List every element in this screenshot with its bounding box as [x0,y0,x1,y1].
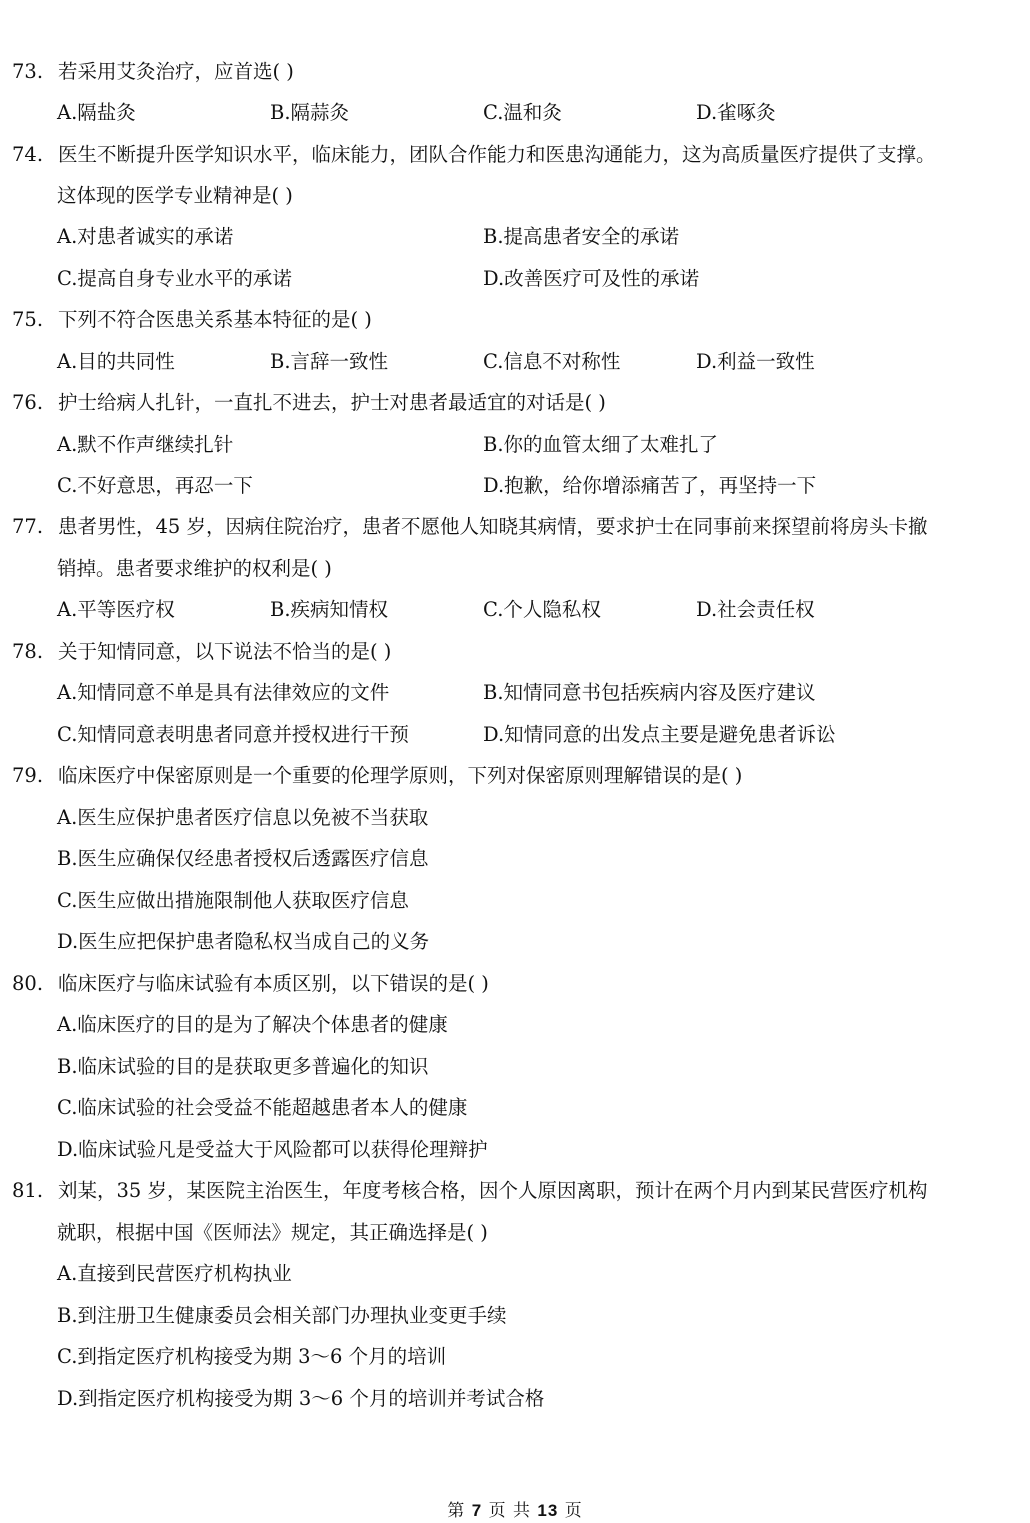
option-b: B.临床试验的目的是获取更多普遍化的知识 [57,1055,429,1078]
option-d: D.知情同意的出发点主要是避免患者诉讼 [483,723,836,746]
option-c: C.到指定医疗机构接受为期 3～6 个月的培训 [57,1345,447,1368]
option-d: D.抱歉，给你增添痛苦了，再坚持一下 [483,474,817,497]
option-c: C.个人隐私权 [483,598,601,621]
option-b: B.疾病知情权 [270,598,389,621]
option-c: C.不好意思，再忍一下 [57,474,253,497]
option-b: B.知情同意书包括疾病内容及医疗建议 [483,681,816,704]
option-d: D.利益一致性 [696,350,815,373]
question-number: 76. [12,391,44,414]
option-a: A.知情同意不单是具有法律效应的文件 [57,681,390,704]
option-a: A.医生应保护患者医疗信息以免被不当获取 [57,806,429,829]
page-number: 7 [471,1501,483,1520]
page-footer [0,1500,1030,1522]
option-a: A.直接到民营医疗机构执业 [57,1262,292,1285]
question-text-continued: 销掉。患者要求维护的权利是( ) [57,557,332,580]
footer-prefix: 第 [447,1501,466,1521]
option-c: C.医生应做出措施限制他人获取医疗信息 [57,889,409,912]
option-a: A.隔盐灸 [57,101,136,124]
question-78 [12,640,391,664]
question-text: 下列不符合医患关系基本特征的是( ) [58,308,372,331]
question-text: 护士给病人扎针，一直扎不进去，护士对患者最适宜的对话是( ) [58,391,606,414]
question-text: 患者男性，45 岁，因病住院治疗，患者不愿他人知晓其病情，要求护士在同事前来探望前将房头卡撤 [58,515,928,538]
question-text: 若采用艾灸治疗，应首选( ) [58,60,294,83]
question-81 [12,1179,928,1203]
option-d: D.社会责任权 [696,598,815,621]
footer-suffix: 页 [564,1501,583,1521]
question-number: 81. [12,1179,44,1202]
option-b: B.隔蒜灸 [270,101,350,124]
question-text-continued: 就职，根据中国《医师法》规定，其正确选择是( ) [57,1221,488,1244]
question-text: 医生不断提升医学知识水平，临床能力，团队合作能力和医患沟通能力，这为高质量医疗提供了支撑。 [58,143,936,166]
option-a: A.默不作声继续扎针 [57,433,234,456]
option-b: B.医生应确保仅经患者授权后透露医疗信息 [57,847,429,870]
question-number: 80. [12,972,44,995]
option-b: B.言辞一致性 [270,350,389,373]
question-number: 78. [12,640,44,663]
option-a: A.对患者诚实的承诺 [57,225,234,248]
option-c: C.知情同意表明患者同意并授权进行干预 [57,723,409,746]
option-a: A.平等医疗权 [57,598,175,621]
question-number: 79. [12,764,44,787]
question-text: 关于知情同意，以下说法不恰当的是( ) [58,640,392,663]
question-text: 临床医疗中保密原则是一个重要的伦理学原则，下列对保密原则理解错误的是( ) [58,764,743,787]
question-79 [12,764,742,788]
question-number: 75. [12,308,44,331]
option-c: C.温和灸 [483,101,562,124]
option-c: C.提高自身专业水平的承诺 [57,267,292,290]
question-number: 77. [12,515,44,538]
question-75 [12,308,372,332]
question-77 [12,515,928,539]
question-number: 74. [12,143,44,166]
option-a: A.临床医疗的目的是为了解决个体患者的健康 [57,1013,448,1036]
option-a: A.目的共同性 [57,350,175,373]
question-number: 73. [12,60,44,83]
option-b: B.你的血管太细了太难扎了 [483,433,719,456]
option-d: D.到指定医疗机构接受为期 3～6 个月的培训并考试合格 [57,1387,545,1410]
footer-middle: 页 共 [488,1501,531,1521]
option-c: C.临床试验的社会受益不能超越患者本人的健康 [57,1096,468,1119]
option-c: C.信息不对称性 [483,350,621,373]
question-76 [12,391,606,415]
option-b: B.提高患者安全的承诺 [483,225,680,248]
question-80 [12,972,489,996]
option-d: D.改善医疗可及性的承诺 [483,267,700,290]
question-74 [12,143,936,167]
total-pages: 13 [537,1501,559,1520]
option-d: D.医生应把保护患者隐私权当成自己的义务 [57,930,430,953]
option-d: D.雀啄灸 [696,101,776,124]
option-b: B.到注册卫生健康委员会相关部门办理执业变更手续 [57,1304,507,1327]
question-73 [12,60,294,84]
question-text-continued: 这体现的医学专业精神是( ) [57,184,293,207]
option-d: D.临床试验凡是受益大于风险都可以获得伦理辩护 [57,1138,488,1161]
question-text: 刘某，35 岁，某医院主治医生，年度考核合格，因个人原因离职，预计在两个月内到某民营医疗机构 [58,1179,928,1202]
question-text: 临床医疗与临床试验有本质区别，以下错误的是( ) [58,972,489,995]
